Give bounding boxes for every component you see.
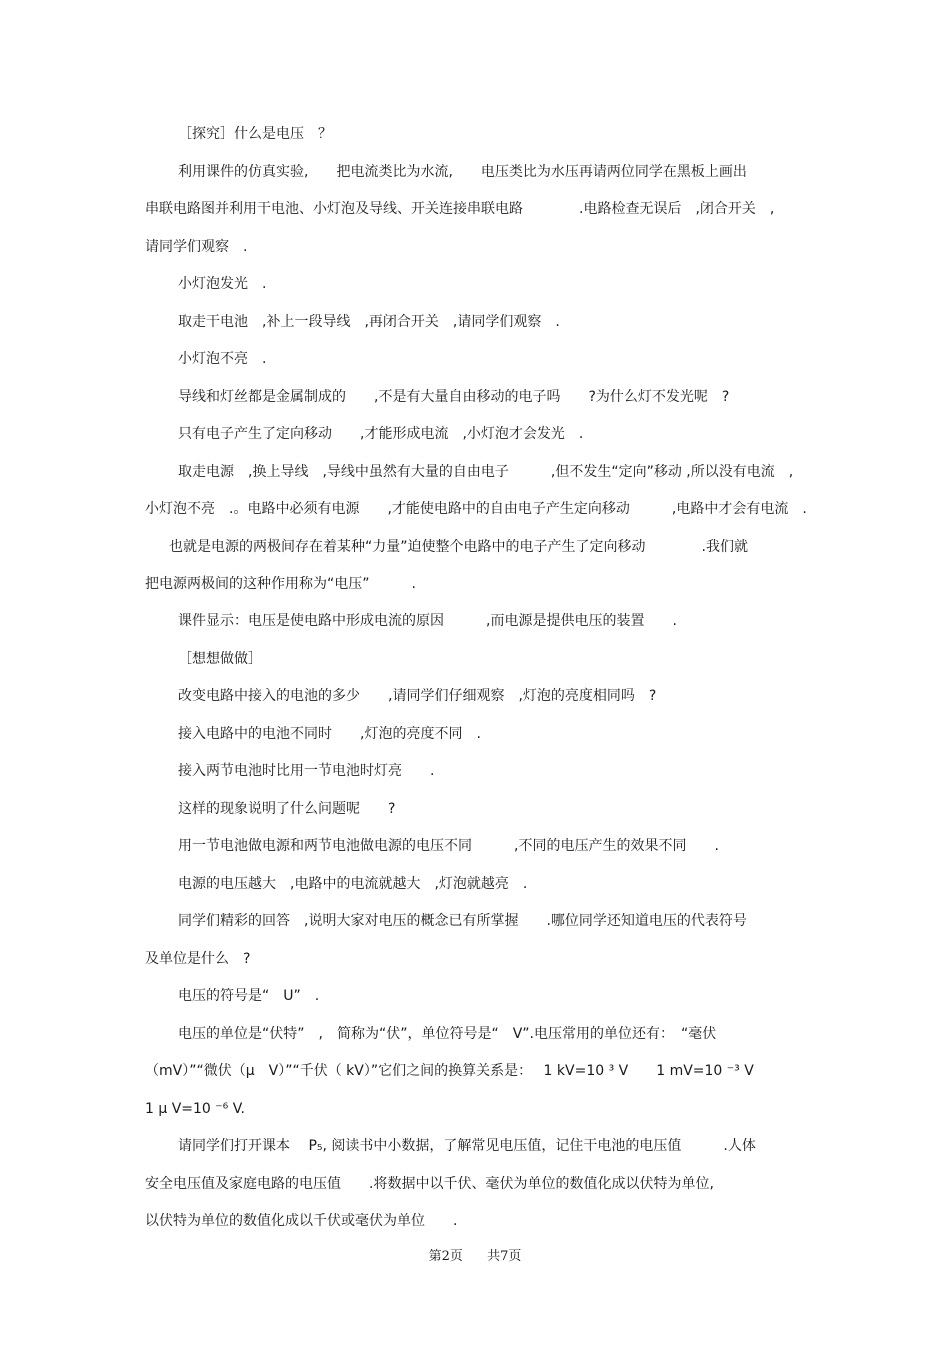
text-line: 导线和灯丝都是金属制成的 ,不是有大量自由移动的电子吗 ?为什么灯不发光呢 ? — [178, 389, 730, 405]
text-line: 小灯泡发光 . — [178, 276, 267, 292]
text-line: 电压的单位是“伏特” , 简称为“伏”，单位符号是“ V”.电压常用的单位还有： “毫伏 — [178, 1026, 717, 1042]
text-line: 课件显示：电压是使电路中形成电流的原因 ,而电源是提供电压的装置 . — [178, 613, 677, 629]
text-line: 利用课件的仿真实验, 把电流类比为水流, 电压类比为水压再请两位同学在黑板上画出 — [178, 164, 747, 180]
text-line: 小灯泡不亮 .。电路中必须有电源 ,才能使电路中的自由电子产生定向移动 ,电路中才会有电流 . — [145, 501, 807, 517]
text-line: 安全电压值及家庭电路的电压值 .将数据中以千伏、毫伏为单位的数值化成以伏特为单位, — [145, 1176, 714, 1192]
text-line: 接入电路中的电池不同时 ,灯泡的亮度不同 . — [178, 726, 481, 742]
text-line: 用一节电池做电源和两节电池做电源的电压不同 ,不同的电压产生的效果不同 . — [178, 838, 719, 854]
text-line: 也就是电源的两极间存在着某种“力量”迫使整个电路中的电子产生了定向移动 .我们就 — [169, 539, 748, 555]
section-heading: ［想想做做］ — [178, 651, 262, 667]
text-line: 取走干电池 ,补上一段导线 ,再闭合开关 ,请同学们观察 . — [178, 314, 560, 330]
page-number: 第2页 — [428, 1249, 463, 1264]
text-line: 及单位是什么 ? — [145, 951, 251, 967]
text-line: 把电源两极间的这种作用称为“电压” . — [145, 576, 416, 592]
text-line: 电压的符号是“ U” . — [178, 988, 320, 1004]
text-line: 请同学们打开课本 P₅, 阅读书中小数据，了解常见电压值，记住干电池的电压值 .人体 — [178, 1138, 756, 1154]
text-line: 改变电路中接入的电池的多少 ,请同学们仔细观察 ,灯泡的亮度相同吗 ? — [178, 688, 657, 704]
text-line: 同学们精彩的回答 ,说明大家对电压的概念已有所掌握 .哪位同学还知道电压的代表符号 — [178, 913, 747, 929]
text-line: （mV）”“微伏（μ V）”“千伏（ kV）”它们之间的换算关系是： 1 kV=10 ³ V 1 mV=10 ⁻³ V — [145, 1063, 754, 1079]
text-line: 1 μ V=10 ⁻⁶ V. — [145, 1101, 245, 1117]
text-line: 取走电源 ,换上导线 ,导线中虽然有大量的自由电子 ,但不发生“定向”移动 ,所以没有电流 , — [178, 464, 794, 480]
text-line: 以伏特为单位的数值化成以千伏或毫伏为单位 . — [145, 1213, 458, 1229]
text-line: 小灯泡不亮 . — [178, 351, 267, 367]
text-line: 只有电子产生了定向移动 ,才能形成电流 ,小灯泡才会发光 . — [178, 426, 584, 442]
text-line: 请同学们观察 . — [145, 239, 248, 255]
text-line: 这样的现象说明了什么问题呢 ? — [178, 801, 396, 817]
page-footer — [0, 1248, 950, 1266]
text-line: 电源的电压越大 ,电路中的电流就越大 ,灯泡就越亮 . — [178, 876, 528, 892]
page-total: 共7页 — [487, 1249, 522, 1264]
text-line: ［探究］什么是电压 ？ — [178, 126, 332, 142]
text-line: 接入两节电池时比用一节电池时灯亮 . — [178, 763, 435, 779]
text-line: 串联电路图并利用干电池、小灯泡及导线、开关连接串联电路 .电路检查无误后 ,闭合开关 , — [145, 201, 775, 217]
